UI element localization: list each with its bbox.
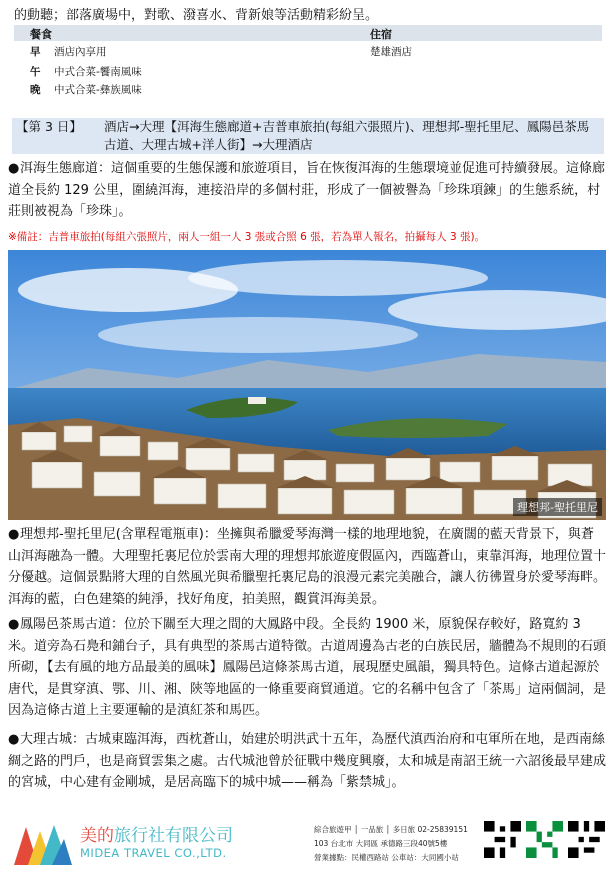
- paragraph-santorini: [8, 524, 606, 610]
- company-logo-icon: [10, 821, 74, 873]
- santorini-photo: [8, 250, 606, 520]
- meal-value: 酒店內享用: [54, 46, 107, 58]
- hotel-name: 楚雄酒店: [370, 46, 412, 58]
- meal-row-lunch: [14, 64, 602, 80]
- meal-header: 餐食: [30, 28, 52, 41]
- intro-text: 的動聽；部落廣場中，對歌、潑喜水、背新娘等活動精彩紛呈。: [14, 8, 379, 23]
- bullet-icon: ●: [8, 732, 20, 747]
- qr-code-icon: [526, 821, 563, 858]
- meal-key: 晚: [30, 84, 41, 96]
- bullet-icon: ●: [8, 527, 20, 542]
- meal-row-breakfast: [14, 44, 602, 60]
- meal-value: 中式合菜-饗南風味: [54, 66, 142, 78]
- lake-village-illustration: [8, 250, 606, 520]
- paragraph-eco-corridor: [8, 158, 606, 223]
- hotel-header: 住宿: [370, 28, 392, 41]
- contact-info: [314, 823, 468, 865]
- paragraph-dali-old-town: [8, 729, 606, 794]
- contact-line: 103 台北市 大同區 承德路三段40號5樓: [314, 839, 448, 848]
- jeep-photo-note: ※備註：吉普車旅拍(每組六張照片，兩人一組一人 3 張或合照 6 張，若為單人報名，拍攝每人 3 張)。: [8, 231, 486, 243]
- company-name: [80, 821, 233, 846]
- meal-value: 中式合菜-彝族風味: [54, 84, 142, 96]
- paragraph-text: 洱海生態廊道：這個重要的生態保護和旅遊項目，旨在恢復洱海的生態環境並促進可持續發展。這條廊道全長約 129 公里，圍繞洱海，連接沿岸的多個村莊，形成了一個被譽為「珍珠項鍊」的生態系統，村莊則被視為「珍珠」。: [8, 161, 606, 219]
- photo-caption: 理想邦-聖托里尼: [513, 498, 602, 516]
- day-header: [12, 118, 604, 154]
- bullet-icon: ●: [8, 161, 20, 176]
- brand-prefix: 美的: [80, 826, 114, 846]
- company-name-en: MIDEA TRAVEL CO.,LTD.: [80, 846, 227, 860]
- paragraph-text: 大理古城：古城東臨洱海，西枕蒼山，始建於明洪武十五年，為歷代滇西治府和屯軍所在地，是西南絲綢之路的門戶，也是商貿雲集之處。古代城池曾於征戰中幾度興廢，太和城是南詔王統一六詔後最早建成的宮城，中心建有金剛城，是居高臨下的城中城——稱為「紫禁城」。: [8, 732, 607, 790]
- contact-line: 營業據點：民權西路站 公車站：大同國小站: [314, 853, 459, 862]
- paragraph-text: 理想邦-聖托里尼(含單程電瓶車)：坐擁與希臘愛琴海灣一樣的地理地貌，在廣闊的藍天背景下，與蒼山洱海融為一體。大理聖托裏尼位於雲南大理的理想邦旅遊度假區內，西臨蒼山，東靠洱海，地理位置十分優越。這個景點將大理的自然風光與希臘聖托裏尼島的浪漫元素完美融合，讓人彷彿置身於愛琴海畔。洱海的藍，白色建築的純淨，找好角度，拍美照，觀賞洱海美景。: [8, 527, 607, 607]
- footer: [0, 815, 616, 877]
- paragraph-text: 鳳陽邑茶馬古道：位於下關至大理之間的大鳳路中段。全長約 1900 米，原貌保存較好，路寬約 3 米。道旁為石鳧和鋪台子，具有典型的茶馬古道特徵。古道周邊為古老的白族民居，牆體為不規則的石頭所砌，【去有風的地方品最美的風味】鳳陽邑這條茶馬古道，展現歷史風韻，獨具特色。這條古道起源於唐代，是貫穿滇、鄂、川、湘、陝等地區的一條重要商貿通道。它的名稱中包含了「茶馬」這兩個詞，是因為這條古道上主要運輸的是滇紅茶和馬匹。: [8, 617, 607, 718]
- meal-key: 午: [30, 66, 41, 78]
- paragraph-tea-horse-road: [8, 614, 606, 722]
- day-tag: 【第 3 日】: [16, 119, 82, 134]
- day-route: 酒店→大理【洱海生態廊道+吉普車旅拍(每組六張照片)、理想邦-聖托里尼、鳳陽邑茶馬古道、大理古城+洋人街】→大理酒店: [104, 119, 590, 152]
- bullet-icon: ●: [8, 617, 20, 632]
- meal-key: 早: [30, 46, 41, 58]
- meal-row-dinner: [14, 82, 602, 98]
- contact-line: 綜合旅遊甲 │ 一品旅 │ 多日旅 02-25839151: [314, 825, 468, 834]
- qr-code-icon: [568, 821, 605, 858]
- brand-rest: 旅行社有限公司: [114, 826, 233, 846]
- qr-code-icon: [484, 821, 521, 858]
- meal-table-header: [14, 25, 602, 41]
